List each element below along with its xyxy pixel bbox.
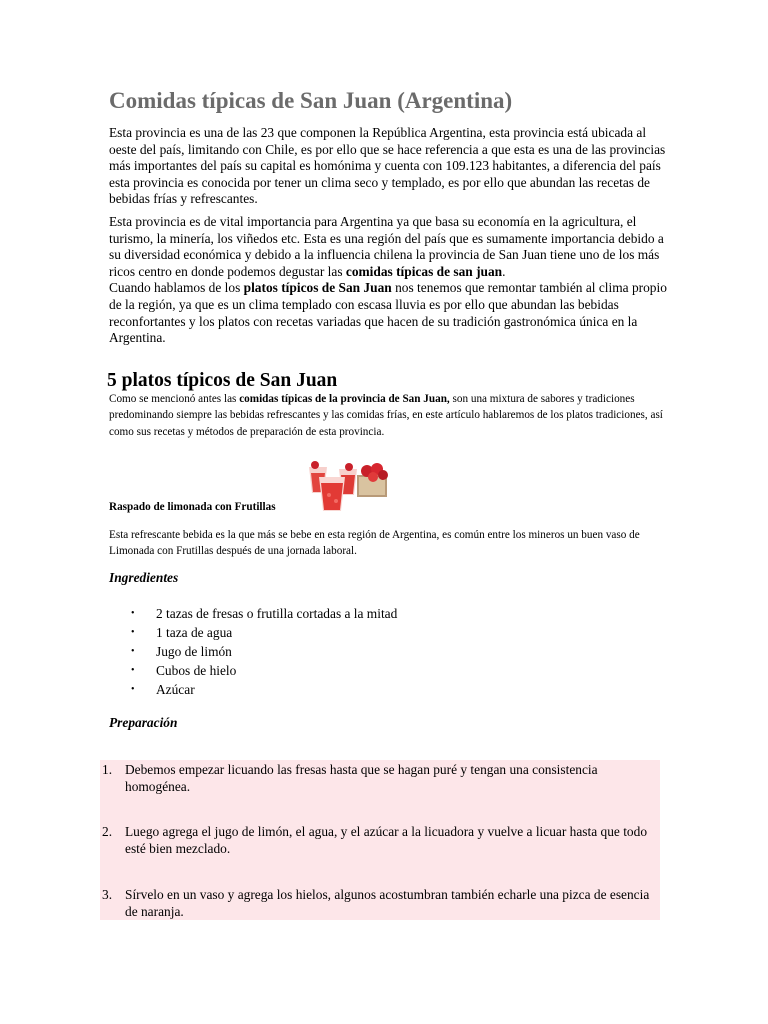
list-item [131, 642, 397, 661]
second-paragraph-bold: comidas típicas de san juan [345, 263, 503, 279]
recipe-title: Raspado de limonada con Frutillas [109, 501, 276, 513]
strawberry-lemonade-photo [305, 459, 389, 513]
bullet-icon: • [131, 608, 135, 619]
step-text: Sírvelo en un vaso y agrega los hielos, algunos acostumbran también echarle una pizca de esencia de naranja. [125, 887, 650, 919]
step-text: Debemos empezar licuando las fresas hasta que se hagan puré y tengan una consistencia homogénea. [125, 762, 598, 794]
second-paragraph [109, 214, 669, 347]
section-intro-text-2: son una mixtura de sabores y tradiciones predominando siempre las bebidas refrescantes y las comidas frías, en este artículo hablaremos de los platos tradiciones, así como sus recetas y métodos de preparación de esta provincia. [109, 393, 663, 438]
section-intro [109, 391, 669, 440]
ingredient-text: Cubos de hielo [156, 663, 237, 678]
list-item [131, 623, 397, 642]
ingredient-text: Jugo de limón [156, 644, 232, 659]
third-paragraph-text-2: nos tenemos que remontar también al clima propio de la región, ya que es un clima templado con escasa lluvia es por ello que abundan las bebidas reconfortantes y los platos con recetas variadas que hacen de su tradición gastronómica única en la Argentina. [109, 280, 667, 346]
ingredient-text: 2 tazas de fresas o frutilla cortadas a la mitad [156, 606, 398, 621]
page-title: Comidas típicas de San Juan (Argentina) [109, 88, 513, 113]
third-paragraph-bold: platos típicos de San Juan [243, 280, 392, 296]
bullet-icon: • [131, 684, 135, 695]
recipe-description: Esta refrescante bebida es la que más se bebe en esta región de Argentina, es común entre los mineros un buen vaso de Limonada con Frutillas después de una jornada laboral. [109, 529, 640, 558]
list-item [131, 604, 397, 623]
second-paragraph-text-2: . [502, 263, 506, 279]
preparation-step [102, 761, 657, 795]
ingredients-list [131, 604, 397, 699]
step-number: 2. [102, 824, 113, 839]
list-item [131, 680, 397, 699]
bullet-icon: • [131, 665, 135, 676]
ingredient-text: 1 taza de agua [156, 625, 233, 640]
step-number: 1. [102, 762, 113, 777]
bullet-icon: • [131, 627, 135, 638]
list-item [131, 661, 397, 680]
bullet-icon: • [131, 646, 135, 657]
intro-paragraph: Esta provincia es una de las 23 que componen la República Argentina, esta provincia está ubicada al oeste del país, limitando con Chile, es por ello que se hace referencia a que esta es una de las provincias más importantes del país su capital es homónima y cuenta con 109.123 habitantes, a diferencia del país esta provincia es conocida por tener un clima seco y templado, es por ello que abundan las recetas de bebidas frías y refrescantes. [109, 125, 666, 207]
third-paragraph-text-1: Cuando hablamos de los [109, 280, 244, 296]
step-text: Luego agrega el jugo de limón, el agua, y el azúcar a la licuadora y vuelve a licuar hasta que todo esté bien mezclado. [125, 824, 648, 856]
ingredient-text: Azúcar [156, 682, 195, 697]
section-intro-text-1: Como se mencionó antes las [109, 393, 240, 405]
preparation-step [102, 823, 657, 857]
section-intro-bold: comidas típicas de la provincia de San Juan, [239, 393, 450, 405]
preparation-step [102, 886, 657, 920]
section-heading: 5 platos típicos de San Juan [107, 370, 338, 391]
preparation-heading: Preparación [109, 715, 178, 730]
step-number: 3. [102, 887, 113, 902]
ingredients-heading: Ingredientes [109, 570, 179, 585]
second-paragraph-text-1: Esta provincia es de vital importancia para Argentina ya que basa su economía en la agricultura, el turismo, la minería, los viñedos etc. Esta es una región del país que es sumamente importancia debido a su diversidad económica y debido a la influencia chilena la provincia de San Juan tiene uno de los más ricos centro en donde podemos degustar las [109, 214, 664, 279]
